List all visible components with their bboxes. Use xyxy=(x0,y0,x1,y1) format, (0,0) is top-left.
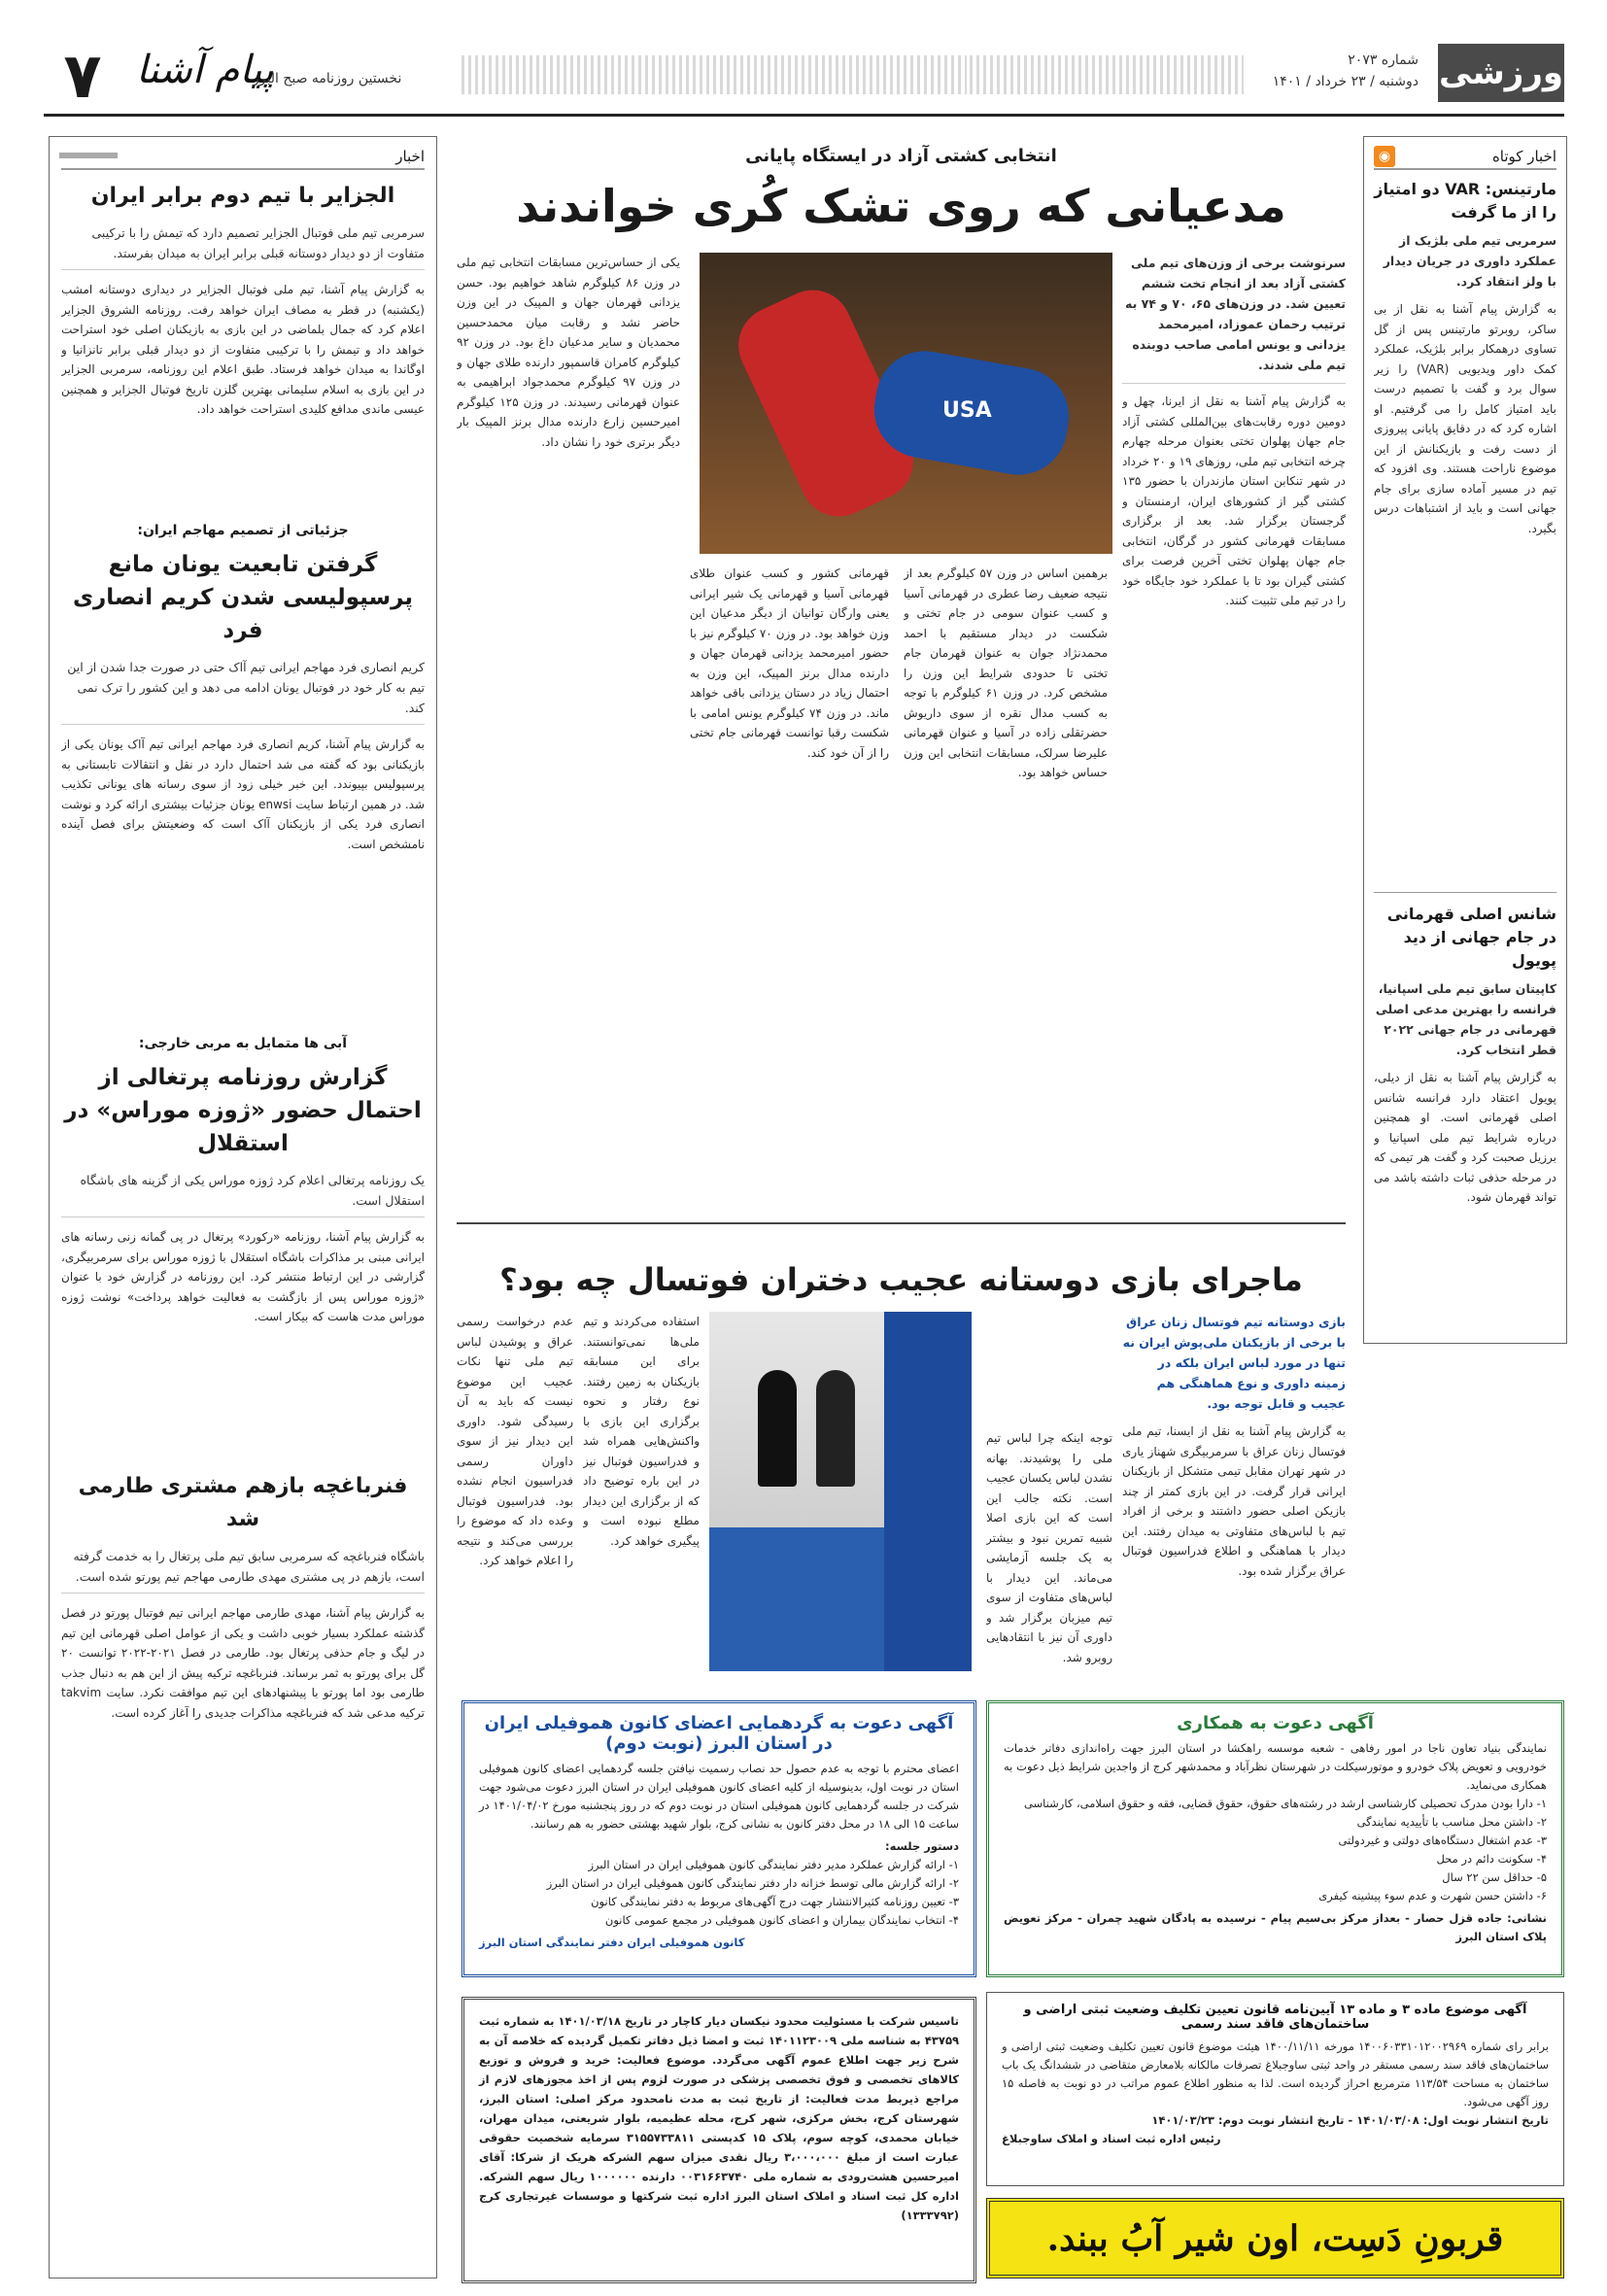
main-article-body: قهرمانی کشور و کسب عنوان طلای قهرمانی آسیا و قهرمانی یک شیر ایرانی یعنی وارگان توانیان از دیگر مدعیان این وزن خواهد بود. در وزن ۷۰ کیلوگرم نیز با حضور امیرمحمد یزدانی قهرمان جهان و دارنده مدال برنز المپیک، این وزن به احتمال زیاد در دستان یزدانی باقی خواهد ماند. در وزن ۷۴ کیلوگرم یونس امامی با شکست رقبا توانست قهرمانی جام تختی را از آن خود کند. xyxy=(690,566,889,760)
second-article-body: به گزارش پیام آشنا به نقل از ایسنا، تیم ملی فوتسال زنان عراق با سرمربیگری شهناز یاری در شهر تهران مقابل تیمی متشکل از بازیکنان ایرانی قرار گرفت. در این بازی کمتر از چند بازیکن اصلی حضور داشتند و برخی از افراد تیم با لباس‌های متفاوتی به میدان رفتند. این دیدار با هماهنگی و اطلاع فدراسیون فوتبال عراق برگزار شده بود. xyxy=(1122,1424,1346,1578)
ad-list-item: ۴- سکونت دائم در محل xyxy=(1436,1852,1547,1866)
ad-signature: کانون هموفیلی ایران دفتر نمایندگی استان البرز xyxy=(479,1936,745,1949)
second-article-body: استفاده می‌کردند و تیم ملی‌ها نمی‌توانستند. برای این مسابقه بازیکنان به زمین رفتند. نوع رفتار و نحوه برگزاری این بازی با واکنش‌هایی همراه شد و فدراسیون فوتبال نیز در این باره توضیح داد که از برگزاری این دیدار مطلع نبوده است و پیگیری خواهد کرد. xyxy=(583,1315,700,1548)
story-body: به گزارش پیام آشنا، روزنامه «رکورد» پرتغال در پی گمانه زنی رسانه های ایرانی مبنی بر مذاکرات باشگاه استقلال با ژوزه موراس برای سرمربیگری، گزارشی در این ارتباط منتشر کرد. این روزنامه در گزارش خود با عنوان «ژوزه موراس پس از بازگشت به فعالیت خواهد پرداخت» نوشت ژوزه موراس مدت هاست که بیکار است. xyxy=(61,1230,425,1323)
blue-wall xyxy=(884,1312,972,1671)
company-registration-notice xyxy=(462,1997,976,2283)
left-column-header-label: اخبار xyxy=(395,148,425,165)
ad-list-item: ۶- داشتن حسن شهرت و عدم سوء پیشینه کیفری xyxy=(1318,1889,1547,1902)
ad-agenda-item: ۳- تعیین روزنامه کثیرالانتشار جهت درج آگهی‌های مربوط به دفتر نمایندگی کانون xyxy=(591,1895,959,1908)
newspaper-tagline: نخستین روزنامه صبح البرز xyxy=(253,71,402,86)
notice-dates: تاریخ انتشار نوبت اول: ۱۴۰۱/۰۳/۰۸ - تاریخ انتشار نوبت دوم: ۱۴۰۱/۰۳/۲۳ xyxy=(1151,2113,1549,2127)
news-item-body: به گزارش پیام آشنا به نقل از بی ساکر، روبرتو مارتینس پس از گل تساوی درهمکار برابر بلژیک، عملکرد کمک داور ویدیویی (VAR) را زیر سوال برد و گفت با تصمیم درست باید امتیاز کامل را می گرفتیم. او اشاره کرد که در دقایق پایانی پیروزی از دست رفت و بازیکنانش از این موضوع ناراحت هستند. وی افزود که تیم در مسیر آماده سازی برای جام جهانی است و باید از اشتباهات درس بگیرد. xyxy=(1374,302,1556,535)
section-title: ورزشی xyxy=(1438,44,1564,102)
water-saving-slogan: قربونِ دَسِت، اون شیر آبُ ببند. xyxy=(986,2198,1564,2279)
masthead xyxy=(44,41,1564,117)
masthead-stripes-left xyxy=(462,55,967,94)
main-article-body: برهمین اساس در وزن ۵۷ کیلوگرم بعد از نتیجه ضعیف رضا عطری در قهرمانی آسیا و کسب عنوان سومی در جام تختی و شکست در دیدار مستقیم با احمد محمدنژاد جوان به عنوان قهرمان جام تختی تا حدودی شرایط این وزن را مشخص کرد. در وزن ۶۱ کیلوگرم با توجه به کسب مدال نقره از سوی داریوش حضرتقلی زاده در آسیا و عنوان قهرمانی علیرضا سرلک، مسابقات انتخابی این وزن حساس خواهد بود. xyxy=(904,566,1108,779)
main-article xyxy=(457,136,1346,1219)
second-article xyxy=(457,1222,1346,1679)
registry-notice xyxy=(986,1992,1564,2186)
ad-list-item: ۱- دارا بودن مدرک تحصیلی کارشناسی ارشد در رشته‌های حقوق، حقوق قضایی، فقه و حقوق اسلامی، کارشناسی xyxy=(1023,1797,1547,1810)
wrestling-photo: USA xyxy=(700,253,1112,554)
ad-list-item: ۳- عدم اشتغال دستگاه‌های دولتی و غیردولتی xyxy=(1338,1833,1547,1847)
ad-intro: نمایندگی بنیاد تعاون ناجا در امور رفاهی - شعبه موسسه راهکشا در استان البرز جهت راه‌اندازی دفاتر خدمات خودرویی و تعویض پلاک خودرو و موتورسیکلت در شهرستان نظرآباد و محمدشهر کرج از واجدین شرایط ذیل دعوت به همکاری می‌نماید. xyxy=(1004,1741,1547,1792)
story-title: فنرباغچه بازهم مشتری طارمی شد xyxy=(78,1474,408,1531)
short-news-header xyxy=(1374,145,1556,170)
second-article-lead: بازی دوستانه تیم فوتسال زنان عراق با برخی از بازیکنان ملی‌پوش ایران نه تنها در مورد لباس ایران بلکه در زمینه داوری و نوع هماهنگی هم عجیب و قابل توجه بود. xyxy=(1122,1315,1346,1411)
notice-body: تاسیس شرکت با مسئولیت محدود نیکسان دیار کاچار در تاریخ ۱۴۰۱/۰۳/۱۸ به شماره ثبت ۴۳۷۵۹ به شناسه ملی ۱۴۰۱۱۲۳۰۰۹ ثبت و امضا ذیل دفاتر تکمیل گردیده که خلاصه آن به شرح زیر جهت اطلاع عموم آگهی می‌گردد. موضوع فعالیت: خرید و فروش و توزیع کالاهای تخصصی و فوق تخصصی پزشکی در صورت لزوم پس از اخذ مجوزهای لازم از مراجع ذیربط مدت فعالیت: از تاریخ ثبت به مدت نامحدود مرکز اصلی: استان البرز، شهرستان کرج، بخش مرکزی، شهر کرج، محله عظیمیه، بلوار شریعتی، میدان مهران، خیابان محمدی، کوچه سوم، پلاک ۱۵ کدپستی ۳۱۵۵۷۳۳۸۱۱ سرمایه شخصیت حقوقی عبارت است از مبلغ ۳،۰۰۰،۰۰۰ ریال نقدی میزان سهم الشرکه هریک از شرکا: آقای امیرحسین هشت‌رودی به شماره ملی ۰۰۳۱۶۶۳۷۴۰ دارنده ۱۰۰۰۰۰۰ ریال سهم الشرکه. اداره کل ثبت اسناد و املاک استان البرز اداره ثبت شرکتها و موسسات غیرتجاری کرج (۱۳۳۳۷۹۲) xyxy=(479,2014,959,2222)
job-offer-ad xyxy=(986,1700,1564,1977)
story-title: گرفتن تابعیت یونان مانع پرسپولیسی شدن کریم انصاری فرد xyxy=(72,552,414,643)
newspaper-logo: پیام آشنا xyxy=(136,48,274,92)
story-lead: یک روزنامه پرتغالی اعلام کرد ژوزه موراس یکی از گزینه های باشگاه استقلال است. xyxy=(61,1170,425,1217)
story-body: به گزارش پیام آشنا، کریم انصاری فرد مهاجم ایرانی تیم آاک یونان یکی از بازیکنانی بود که گفته می شد احتمال دارد در نقل و انتقالات تابستانی به پرسپولیس بپیوندد. این خبر خیلی زود از سوی رسانه های یونانی تکذیب شد. در همین ارتباط سایت enwsi یونان جزئیات بیشتری ارائه کرد و نوشت انصاری فرد یکی از بازیکنان آاک است که وضعیتش برای فصل آینده نامشخص است. xyxy=(61,737,425,851)
ad-agenda-item: ۴- انتخاب نمایندگان بیماران و اعضای کانون هموفیلی در مجمع عمومی کانون xyxy=(604,1913,959,1927)
ad-agenda-title: دستور جلسه: xyxy=(885,1839,959,1853)
short-news-header-label: اخبار کوتاه xyxy=(1491,148,1556,165)
short-news-column xyxy=(1363,136,1567,1344)
ad-contact: نشانی: جاده قزل حصار - بعداز مرکز بی‌سیم پیام - نرسیده به پادگان شهید چمران - مرکز تعویض پلاک استان البرز xyxy=(1004,1911,1547,1943)
issue-date: دوشنبه / ۲۳ خرداد / ۱۴۰۱ xyxy=(1272,74,1419,89)
ad-body: اعضای محترم با توجه به عدم حصول حد نصاب رسمیت نیافتن جلسه گردهمایی اعضای کانون هموفیلی استان در نوبت اول، بدینوسیله از کلیه اعضای کانون هموفیلی ایران در استان البرز دعوت می‌شود جهت شرکت در جلسه گردهمایی کانون هموفیلی استان در نوبت دوم که در روز پنجشنبه مورخ ۱۴۰۱/۰۴/۰۲ در ساعت ۱۵ الی ۱۸ در محل دفتر کانون به نشانی کرج، بلوار شهید بهشتی حضور به هم رسانند. xyxy=(479,1762,959,1831)
main-article-body: یکی از حساس‌ترین مسابقات انتخابی تیم ملی در وزن ۸۶ کیلوگرم شاهد خواهیم بود. حسن یزدانی قهرمان جهان و المپیک در این وزن حاضر نشد و رقابت میان محمدحسین محمدیان و سایر مدعیان داغ بود. در وزن ۹۲ کیلوگرم کامران قاسمپور دارنده طلای جهان و در وزن ۹۷ کیلوگرم محمدجواد ابراهیمی به عنوان قهرمانی رسیدند. در وزن ۱۲۵ کیلوگرم امیرحسین زارع دارنده مدال برنز المپیک بار دیگر برتری خود را نشان داد. xyxy=(457,256,680,449)
issue-number: شماره ۲۰۷۳ xyxy=(1348,52,1419,68)
page-number: ۷ xyxy=(63,41,102,113)
issue-info xyxy=(1273,50,1419,92)
story-title: گزارش روزنامه پرتغالی از احتمال حضور «ژوزه موراس» در استقلال xyxy=(64,1065,422,1156)
second-article-body: عدم درخواست رسمی عراق و پوشیدن لباس تیم ملی تنها نکات عجیب این موضوع نیست که باید به آن رسیدگی شود. داوری این دیدار نیز از سوی داوران رسمی فدراسیون انجام نشده بود. فدراسیون فوتبال وعده داد که موضوع را بررسی می‌کند و نتیجه را اعلام خواهد کرد. xyxy=(457,1315,573,1567)
main-article-kicker: انتخابی کشتی آزاد در ایستگاه پایانی xyxy=(745,146,1057,166)
second-article-title: ماجرای بازی دوستانه عجیب دختران فوتسال چه بود؟ xyxy=(499,1261,1303,1298)
story-lead: کریم انصاری فرد مهاجم ایرانی تیم آاک حتی در صورت جدا شدن از این تیم به کار خود در فوتبال یونان ادامه می دهد و این کشور را ترک نمی کند. xyxy=(61,657,425,725)
ad-list-item: ۲- داشتن محل مناسب با تأییدیه نمایندگی xyxy=(1356,1815,1547,1829)
second-article-column-right xyxy=(1122,1312,1346,1703)
futsal-photo xyxy=(709,1312,972,1671)
story-lead: باشگاه فنرباغچه که سرمربی سابق تیم ملی پرتغال را به خدمت گرفته است، بازهم در پی مشتری مهدی طارمی مهاجم تیم پورتو شده است. xyxy=(61,1546,425,1593)
main-article-lead: سرنوشت برخی از وزن‌های تیم ملی کشتی آزاد بعد از انجام تخت ششم تعیین شد. در وزن‌های ۶۵، ۷۰ و ۷۴ به ترتیب رحمان عموزاد، امیرمحمد یزدانی و یونس امامی صاحب دوبنده تیم ملی شدند. xyxy=(1122,253,1346,384)
main-article-column-right xyxy=(1122,253,1346,1215)
news-column-left xyxy=(49,136,437,2279)
story-lead: سرمربی تیم ملی فوتبال الجزایر تصمیم دارد که تیمش را با ترکیبی متفاوت از دو دیدار دوستانه قبلی برابر ایران به میدان بفرستد. xyxy=(61,223,425,270)
story-title: الجزایر با تیم دوم برابر ایران xyxy=(90,184,395,208)
ad-title: آگهی دعوت به همکاری xyxy=(1177,1713,1374,1733)
player-figure xyxy=(758,1370,797,1487)
story-kicker: جزئیاتی از تصمیم مهاجم ایران: xyxy=(137,523,349,538)
notice-signature: رئیس اداره ثبت اسناد و املاک ساوجبلاغ xyxy=(1002,2132,1221,2145)
notice-body: برابر رای شماره ۱۴۰۰۶۰۳۳۱۰۱۲۰۰۲۹۶۹ مورخه ۱۴۰۰/۱۱/۱۱ هیئت موضوع قانون تعیین تکلیف وضعیت ثبتی اراضی و ساختمان‌های فاقد سند رسمی مستقر در واحد ثبتی ساوجبلاغ تصرفات مالکانه بلامعارض متقاضی در ششدانگ یک باب ساختمان به مساحت ۱۱۳/۵۴ مترمربع احراز گردیده است. لذا به منظور اطلاع عموم مراتب در دو نوبت به فاصله ۱۵ روز آگهی می‌شود. xyxy=(1002,2039,1549,2108)
divider xyxy=(1374,892,1556,893)
rss-icon: ◉ xyxy=(1374,146,1395,167)
ad-agenda-item: ۱- ارائه گزارش عملکرد مدیر دفتر نمایندگی کانون هموفیلی ایران در استان البرز xyxy=(588,1858,959,1871)
main-article-body: به گزارش پیام آشنا به نقل از ایرنا، چهل و دومین دوره رقابت‌های بین‌المللی کشتی آزاد جام جهان پهلوان تختی بعنوان مرحله چهارم چرخه انتخابی تیم ملی، روزهای ۱۹ و ۲۰ خرداد در شهر تنکابن استان مازندران با حضور ۱۳۵ کشتی گیر از کشورهای ایران، ارمنستان و گرجستان برگزار شد. بعد از برگزاری مسابقات قهرمانی کشور در گرگان، انتخابی جام جهان پهلوان تختی آخرین فرصت برای کشتی گیران بود تا با عملکرد خود جایگاه خود را در تیم ملی تثبیت کنند. xyxy=(1122,394,1346,607)
second-article-body: توجه اینکه چرا لباس تیم ملی را پوشیدند. بهانه نشدن لباس یکسان عجیب است. نکته جالب این است که این بازی اصلا شبیه تمرین نبود و بیشتر به یک جلسه آزمایشی می‌ماند. این دیدار با لباس‌های متفاوت از سوی تیم میزبان برگزار شد و داوری آن نیز با انتقادهایی روبرو شد. xyxy=(986,1431,1112,1664)
header-bar xyxy=(59,153,118,158)
player-figure xyxy=(816,1370,855,1487)
story-kicker: آبی ها متمایل به مربی خارجی: xyxy=(138,1036,348,1051)
story-body: به گزارش پیام آشنا، مهدی طارمی مهاجم ایرانی تیم فوتبال پورتو در فصل گذشته عملکرد بسیار خوبی داشت و یکی از عوامل اصلی قهرمانی این تیم در لیگ و جام حذفی پرتغال بود. طارمی در فصل ۲۰۲۱-۲۰۲۲ توانست ۲۰ گل برای پورتو به ثمر برساند. فنرباغچه ترکیه پیش از این هم به دنبال جذب طارمی بود اما پورتو با پیشنهادهای این تیم موافقت نکرد. سایت takvim ترکیه مدعی شد که فنرباغچه مذاکرات جدیدی را آغاز کرده است. xyxy=(61,1606,425,1720)
news-item-title: مارتینس: VAR دو امتیاز را از ما گرفت xyxy=(1374,180,1556,222)
news-item-lead: سرمربی تیم ملی بلژیک از عملکرد داوری در جریان دیدار با ولز انتقاد کرد. xyxy=(1383,233,1556,289)
news-item-title: شانس اصلی قهرمانی در جام جهانی از دید پویول xyxy=(1386,905,1556,970)
ad-list-item: ۵- حداقل سن ۲۲ سال xyxy=(1442,1870,1547,1884)
news-item-body: به گزارش پیام آشنا به نقل از دیلی، پویول اعتقاد دارد فرانسه شانس اصلی قهرمانی است. او همچنین درباره شرایط تیم ملی اسپانیا و برزیل صحبت کرد و گفت هر تیمی که در مرحله حذفی ثبات داشته باشد می تواند قهرمان شود. xyxy=(1374,1071,1556,1204)
hemophilia-assembly-ad xyxy=(462,1700,976,1977)
notice-title: آگهی موضوع ماده ۳ و ماده ۱۳ آیین‌نامه قانون تعیین تکلیف وضعیت ثبتی اراضی و ساختمان‌های فاقد سند رسمی xyxy=(1023,2003,1527,2032)
ad-title: آگهی دعوت به گردهمایی اعضای کانون هموفیلی ایران در استان البرز (نوبت دوم) xyxy=(484,1713,954,1754)
ad-agenda-item: ۲- ارائه گزارش مالی توسط خزانه دار دفتر نمایندگی کانون هموفیلی ایران در استان البرز xyxy=(546,1876,959,1890)
news-item-lead: کاپیتان سابق تیم ملی اسپانیا، فرانسه را بهترین مدعی اصلی قهرمانی در جام جهانی ۲۰۲۲ قطر انتخاب کرد. xyxy=(1375,981,1556,1057)
main-article-title: مدعیانی که روی تشک کُری خواندند xyxy=(516,180,1286,232)
story-body: به گزارش پیام آشنا، تیم ملی فوتبال الجزایر در دیداری دوستانه امشب (یکشنبه) در قطر به مصاف ایران خواهد رفت. روزنامه الشروق الجزایر اعلام کرد که جمال بلماضی در این بازی به بازیکنان اصلی خود استراحت خواهد داد و تیمش را با ترکیبی متفاوت از دو دیدار قبلی برابر تانزانیا و اوگاندا به میدان خواهد فرستاد. طبق اعلام این روزنامه، سرمربی الجزایر در این بازی به اسلام سلیمانی بهترین گلزن تاریخ فوتبال الجزایر و همچنین عیسی ماندی مدافع کلیدی استراحت خواهد داد. xyxy=(61,283,425,416)
